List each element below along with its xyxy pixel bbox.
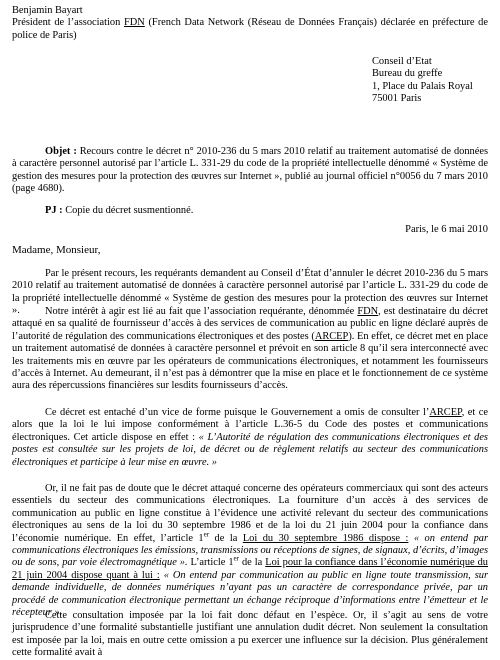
objet-paragraph — [12, 146, 488, 196]
article-quote: « L’Autorité de régulation des communications électroniques et des postes est consultée sur les projets de loi, de décret ou de règlement relatifs au secteur des communications électroniques et participe à leur mise en œuvre. » — [12, 431, 488, 468]
paragraph-3-text-b: , et ce alors que la loi le lui impose conformément à l’article L.36-5 du Code des postes et communications électroniques. Cet article dispose en effet : — [12, 407, 489, 443]
recipient-line-1: Conseil d’Etat — [372, 56, 432, 67]
paragraph-4-text-b: de la — [209, 532, 243, 544]
sender-name: Benjamin Bayart — [12, 5, 83, 16]
paragraph-4-text-d: de la — [238, 557, 266, 569]
law-2004-reference: Loi pour la confiance dans l’économie numérique du 21 juin 2004 dispose quant à lui : — [12, 557, 488, 581]
paragraph-2 — [12, 306, 488, 393]
recipient-line-4: 75001 Paris — [372, 93, 422, 105]
superscript-er-1: er — [203, 530, 210, 539]
paragraph-3 — [12, 407, 488, 469]
paragraph-2-text-b: , est destinataire du décret attaqué en sa qualité de fournisseur d’accès à des services de communication au public en ligne déclaré auprès de l’autorité de régulation des communications électroniques et des postes ( — [12, 306, 488, 342]
pj-text: Copie du décret susmentionné. — [62, 205, 194, 216]
sender-role — [12, 17, 488, 42]
paragraph-5: Cette consultation imposée par la loi fait donc défaut en l’espèce. Or, il s’agit au sens de votre jurisprudence d’une formalité substantielle justifiant une annulation dudit décret. Non seulement la consultation est imposée par la loi, mais en outre cette omission a pu exercer une influence sur la décision. Plus généralement cette formalité avait à — [12, 610, 488, 659]
recipient-line-2: Bureau du greffe — [372, 68, 443, 80]
fdn-acronym: FDN — [357, 306, 379, 317]
recipient-line-3: 1, Place du Palais Royal — [372, 80, 473, 92]
letter-date: Paris, le 6 mai 2010 — [405, 224, 488, 235]
sender-block — [12, 5, 488, 42]
paragraph-3-text-a: Ce décret est entaché d’un vice de forme puisque le Gouvernement a omis de consulter l’ — [45, 407, 430, 418]
paragraph-1: Par le présent recours, les requérants demandent au Conseil d’État d’annuler le décret 2010-236 du 5 mars 2010 relatif au traitement automatisé de données à caractère personnel autorisé par l’article L. 331-29 du code de la propriété intellectuelle dénommé « Système de gestion des mesures pour la protection des œuvres sur Internet ». — [12, 268, 488, 317]
paragraph-4-text-c: L’article 1 — [187, 557, 234, 569]
arcep-acronym-2: ARCEP — [429, 407, 462, 418]
sender-role-text: Président de l’association — [12, 17, 124, 29]
objet-text: Recours contre le décret n° 2010-236 du 5 mars 2010 relatif au traitement automatisé de données à caractère personnel autorisé par l’article L. 331-29 du code de la propriété intellectuelle dénommé « Système de gestion des mesures pour la protection des œuvres sur Internet », publié au journal officiel n°0056 du 7 mars 2010 (page 4680). — [12, 146, 489, 195]
superscript-er-2: er — [233, 554, 239, 563]
objet-label: Objet : — [45, 146, 77, 157]
salutation: Madame, Monsieur, — [12, 244, 101, 256]
law-1986-quote: « on entend par communications électroniques les émissions, transmissions ou réceptions de signes, de signaux, d’écrits, d’images ou de sons, par voie électromagnétique ». — [12, 532, 489, 569]
pj-paragraph — [12, 205, 488, 217]
paragraph-4 — [12, 483, 488, 619]
recipient-address — [372, 56, 492, 106]
paragraph-2-text-c: ). En effet, ce décret met en place un traitement automatisé de données à caractère personnel et prévoit en son article 8 qu’il sera interconnecté avec les traitements mis en œuvre par les opérateurs de communications électroniques, et notamment les fournisseurs d’accès à Internet. Au demeurant, il n’est pas à démontrer que la mise en place et le fonctionnement de ce système aura des répercussions financières sur lesdits fournisseurs d’accès. — [12, 330, 488, 392]
sender-role-rest: (French Data Network (Réseau de Données Français) déclarée en préfecture de police de Paris) — [12, 17, 488, 41]
paragraph-2-text-a: Notre intérêt à agir est lié au fait que l’association requérante, dénommée — [45, 306, 358, 317]
law-1986-reference: Loi du 30 septembre 1986 dispose : — [242, 532, 409, 544]
arcep-acronym: ARCEP — [314, 330, 349, 342]
sender-acronym: FDN — [124, 17, 145, 29]
pj-label: PJ : — [45, 205, 63, 216]
paragraph-4-text-a: Or, il ne fait pas de doute que le décret attaqué concerne des opérateurs commerciaux qui sont des acteurs essentiels du secteur des communications électroniques. La fourniture d’un accès à des services de communication au public en ligne constitue à l’évidence une activité relevant du secteur des communications électroniques au sens de la loi du 30 septembre 1986 et de la loi du 21 juin 2004 pour la confiance dans l’économie numérique. En effet, l’article 1 — [12, 483, 488, 544]
law-2004-quote: « On entend par communication au public en ligne toute transmission, sur demande individuelle, de données numériques n’ayant pas un caractère de correspondance privée, par un procédé de communication électronique permettant un échange réciproque d’informations entre l’émetteur et le récepteur ». — [12, 569, 489, 619]
